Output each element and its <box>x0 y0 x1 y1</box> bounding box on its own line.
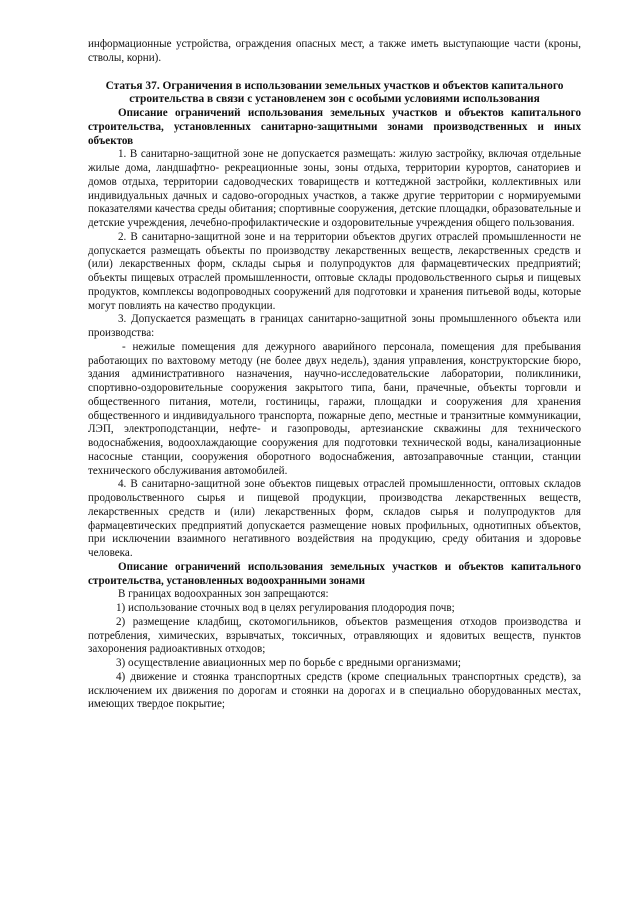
section-heading-sanitary-zones: Описание ограничений использования земельных участков и объектов капитального строительства, установленных санитарно-защитными зонами производственных и иных объектов <box>88 107 581 147</box>
paragraph-1: 1. В санитарно-защитной зоне не допускается размещать: жилую застройку, включая отдельные жилые дома, ландшафтно- рекреационные зоны, зоны отдыха, территории курортов, санаториев и домов отдыха, территории садоводческих товариществ и коттеджной застройки, коллективных или индивидуальных дачных и садово-огородных участков, а также другие территории с нормируемыми показателями качества среды обитания; спортивные сооружения, детские площадки, образовательные и детские учреждения, лечебно-профилактические и оздоровительные учреждения общего пользования. <box>88 148 581 229</box>
section-heading-water-zones: Описание ограничений использования земельных участков и объектов капитального строительства, установленных водоохранными зонами <box>88 560 581 587</box>
paragraph-3-list: - нежилые помещения для дежурного аварийного персонала, помещения для пребывания работающих по вахтовому методу (не более двух недель), здания управления, конструкторские бюро, здания административного назначения, научно-исследовательские лаборатории, поликлиники, спортивно-оздоровительные сооружения закрытого типа, бани, прачечные, объекты торговли и общественного питания, мотели, гостиницы, гаражи, площадки и сооружения для хранения общественного и индивидуального транспорта, пожарные депо, местные и транзитные коммуникации, ЛЭП, электроподстанции, нефте- и газопроводы, артезианские скважины для технического водоснабжения, водоохлаждающие сооружения для подготовки технической воды, канализационные насосные станции, сооружения оборотного водоснабжения, автозаправочные станции, станции технического обслуживания автомобилей. <box>88 340 581 477</box>
water-zones-lead: В границах водоохранных зон запрещаются: <box>118 588 329 601</box>
document-page <box>88 38 581 712</box>
article-title: Статья 37. Ограничения в использовании земельных участков и объектов капитального строительства в связи с установленем зон с особыми условиями использования <box>105 79 564 106</box>
prohibition-item-1: 1) использование сточных вод в целях регулирования плодородия почв; <box>116 602 455 614</box>
prohibition-item-3: 3) осуществление авиационных мер по борьбе с вредными организмами; <box>116 657 462 669</box>
prohibition-item-4: 4) движение и стоянка транспортных средств (кроме специальных транспортных средств), за исключением их движения по дорогам и стоянки на дорогах и в специально оборудованных местах, имеющих твердое покрытие; <box>88 670 581 711</box>
paragraph-2: 2. В санитарно-защитной зоне и на территории объектов других отраслей промышленности не допускается размещать объекты по производству лекарственных веществ, лекарственных средств и (или) лекарственных форм, склады сырья и полупродуктов для фармацевтических предприятий; объекты пищевых отраслей промышленности, оптовые склады продовольственного сырья и пищевых продуктов, комплексы водопроводных сооружений для подготовки и хранения питьевой воды, которые могут повлиять на качество продукции. <box>88 230 581 312</box>
prohibition-item-2: 2) размещение кладбищ, скотомогильников, объектов размещения отходов производства и потребления, химических, взрывчатых, токсичных, отравляющих и ядовитых веществ, пунктов захоронения радиоактивных отходов; <box>88 615 581 656</box>
intro-paragraph: информационные устройства, ограждения опасных мест, а также иметь выступающие части (кроны, стволы, корни). <box>88 38 581 64</box>
paragraph-4: 4. В санитарно-защитной зоне объектов пищевых отраслей промышленности, оптовых складов продовольственного сырья и пищевой продукции, производства лекарственных веществ, лекарственных средств и (или) лекарственных форм, складов сырья и полупродуктов для фармацевтических предприятий допускается размещение новых профильных, однотипных объектов, при исключении взаимного негативного воздействия на продукцию, среду обитания и здоровье человека. <box>88 478 581 559</box>
paragraph-3: 3. Допускается размещать в границах санитарно-защитной зоны промышленного объекта или производства: <box>88 313 581 339</box>
